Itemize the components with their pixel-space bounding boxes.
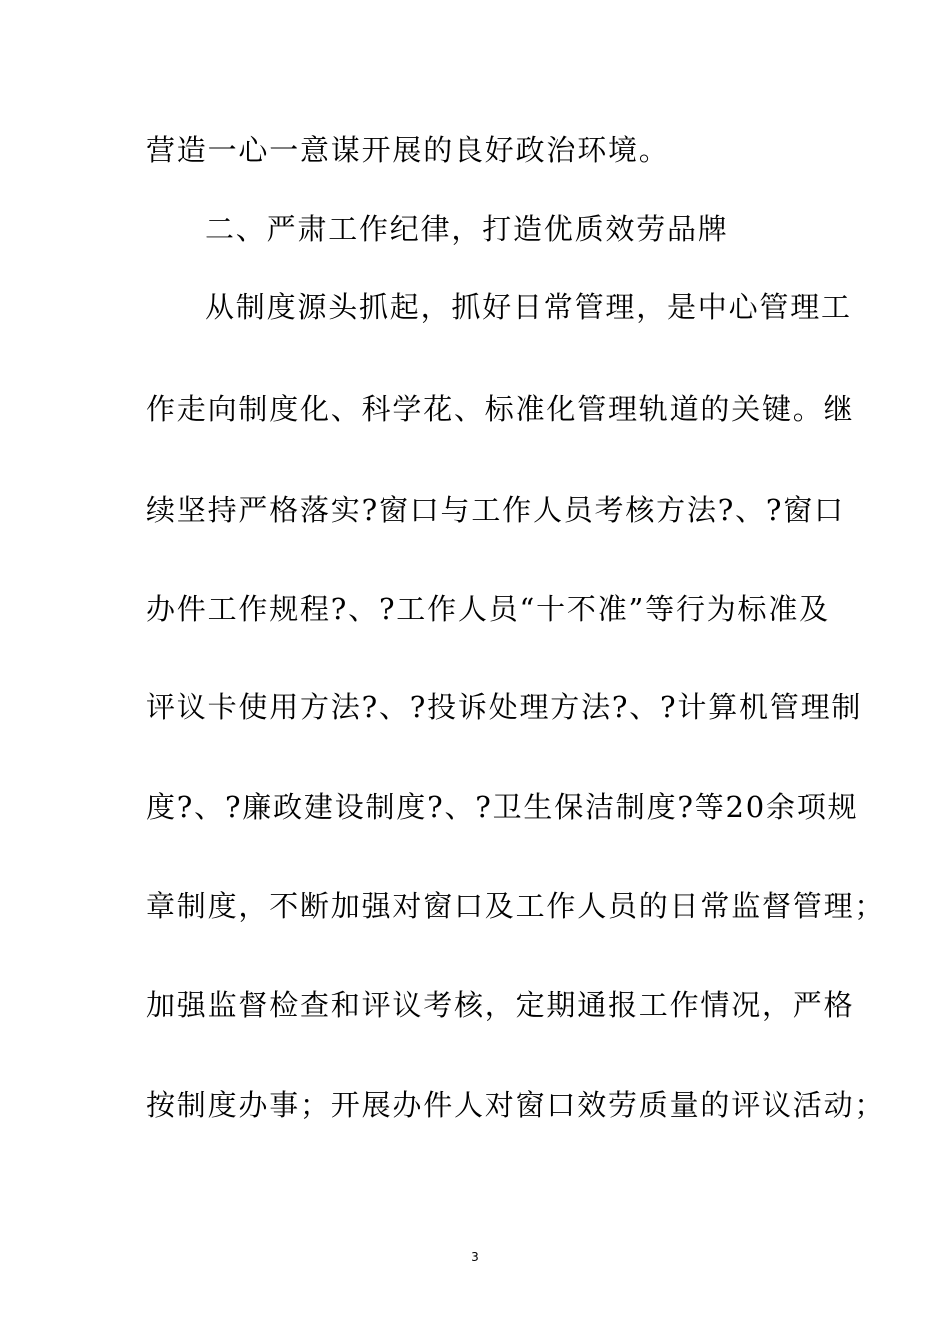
paragraph-line: 加强监督检查和评议考核，定期通报工作情况，严格 xyxy=(146,988,855,1022)
paragraph-line: 章制度，不断加强对窗口及工作人员的日常监督管理； xyxy=(146,889,886,923)
paragraph-line: 评议卡使用方法?、?投诉处理方法?、?计算机管理制 xyxy=(146,690,863,724)
paragraph-line: 作走向制度化、科学花、标准化管理轨道的关键。继 xyxy=(146,392,855,426)
paragraph-line: 营造一心一意谋开展的良好政治环境。 xyxy=(146,133,670,167)
page-number: 3 xyxy=(471,1250,479,1264)
paragraph-line: 从制度源头抓起，抓好日常管理，是中心管理工 xyxy=(205,290,852,324)
paragraph-line: 按制度办事；开展办件人对窗口效劳质量的评议活动； xyxy=(146,1088,886,1122)
section-heading: 二、严肃工作纪律，打造优质效劳品牌 xyxy=(205,212,729,246)
paragraph-line: 度?、?廉政建设制度?、?卫生保洁制度?等20余项规 xyxy=(146,790,859,824)
paragraph-line: 办件工作规程?、?工作人员“十不准”等行为标准及 xyxy=(146,592,830,626)
paragraph-line: 续坚持严格落实?窗口与工作人员考核方法?、?窗口 xyxy=(146,493,845,527)
